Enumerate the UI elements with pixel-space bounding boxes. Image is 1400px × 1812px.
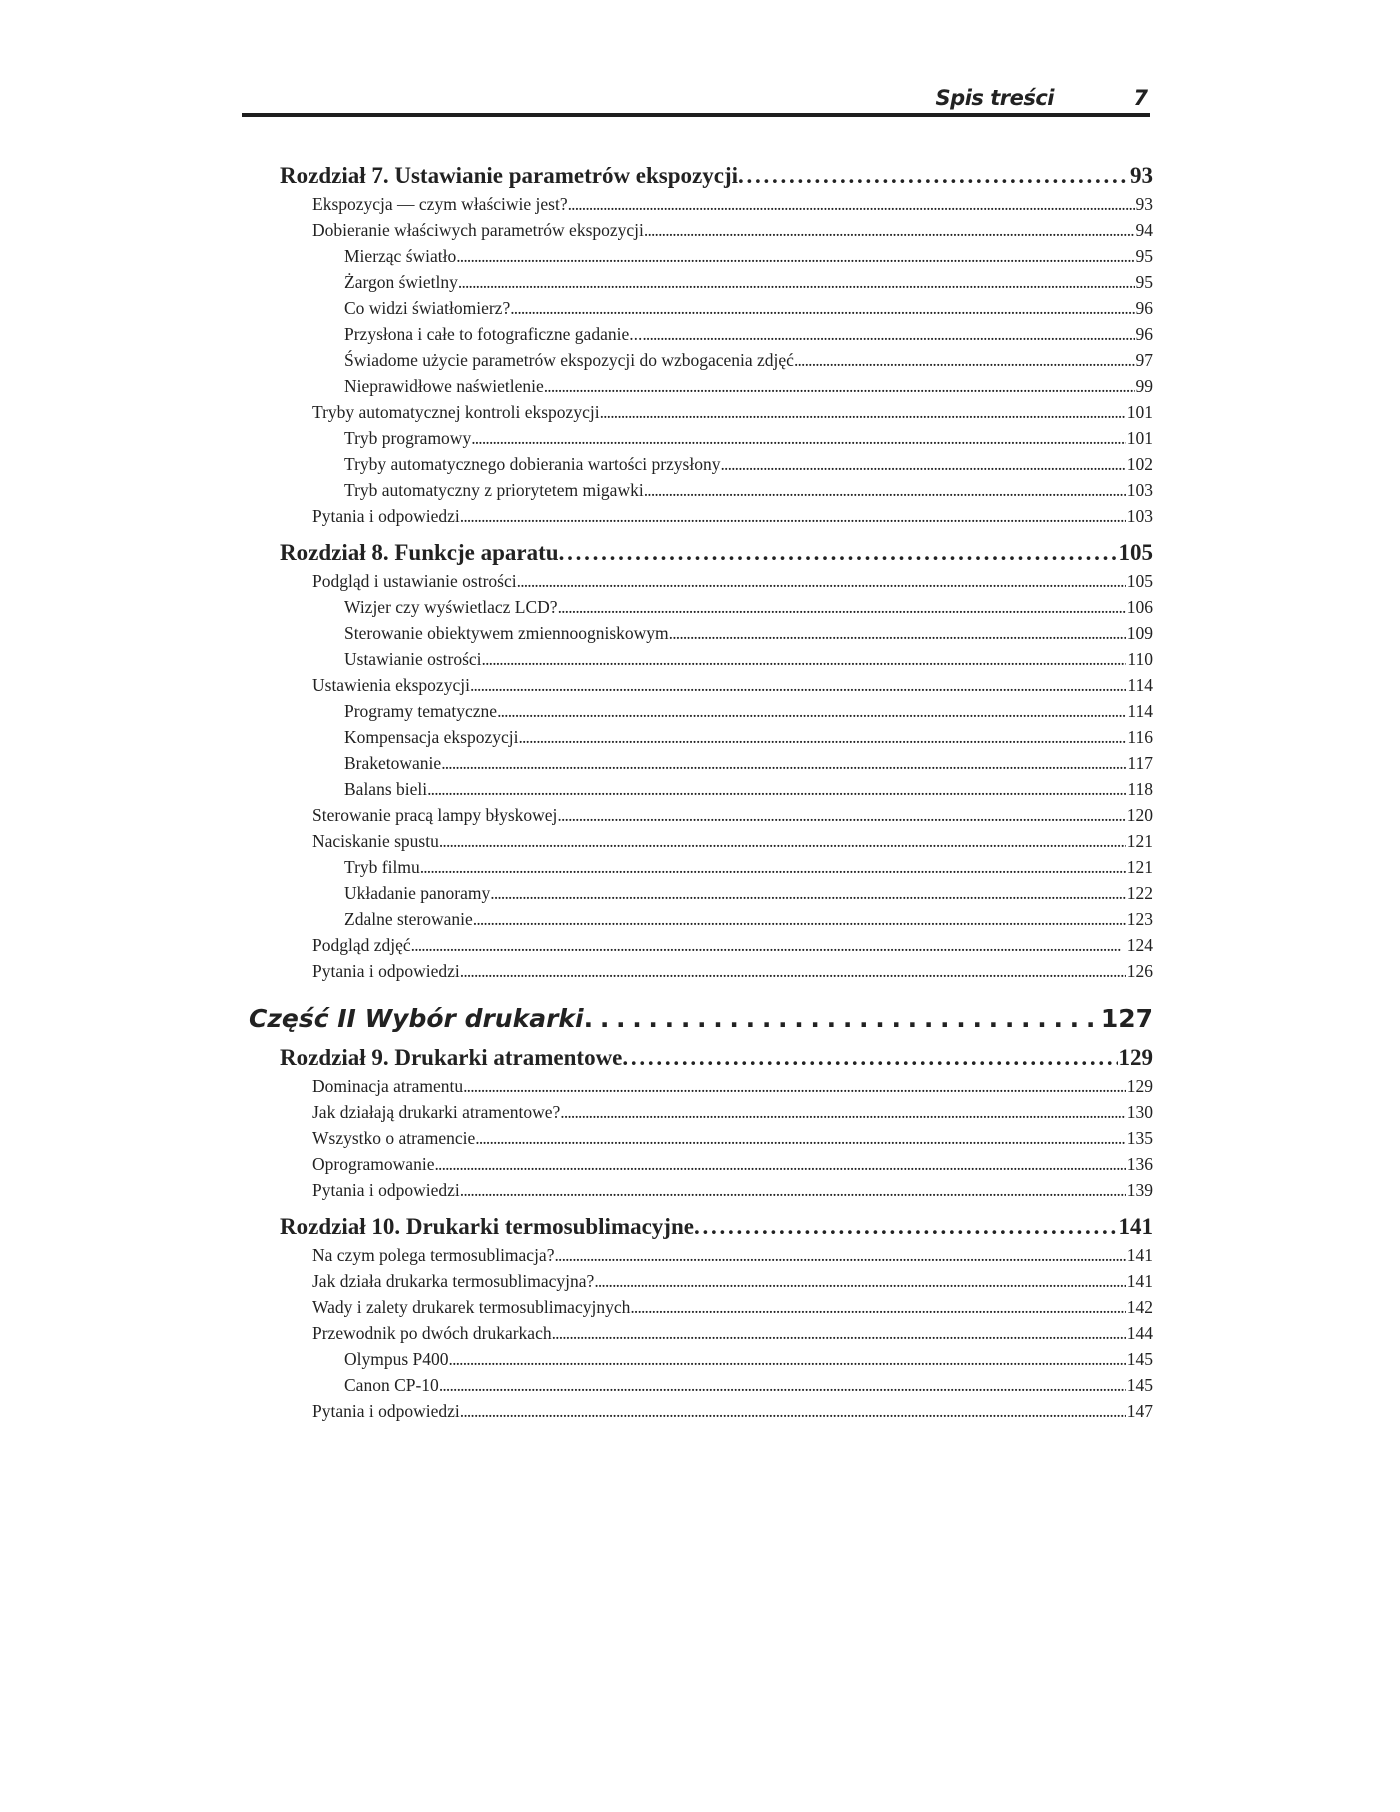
running-header-title: Spis treści	[935, 86, 1054, 110]
toc-entry-title: Ustawienia ekspozycji	[312, 675, 470, 695]
toc-entry-title: Ekspozycja — czym właściwie jest?	[312, 194, 568, 214]
toc-entry-title: Zdalne sterowanie	[344, 909, 473, 929]
dot-leader	[449, 1346, 1126, 1372]
toc-sub-entry	[280, 724, 1153, 750]
dot-leader	[510, 295, 1134, 321]
toc-sub-entry	[280, 776, 1153, 802]
toc-sub-entry	[280, 750, 1153, 776]
toc-entry-page: 96	[1135, 324, 1153, 344]
toc-entry-title: Przysłona i całe to fotograficzne gadanie...	[344, 324, 643, 344]
toc-entry-page: 99	[1135, 376, 1153, 396]
toc-entry-page: 114	[1127, 675, 1153, 695]
dot-leader	[720, 451, 1125, 477]
toc-entry-page: 126	[1126, 961, 1153, 981]
toc-entry-title: Dobieranie właściwych parametrów ekspozycji	[312, 220, 644, 240]
toc-entry-page: 121	[1126, 857, 1153, 877]
toc-entry-page: 122	[1126, 883, 1153, 903]
toc-entry-page: 120	[1126, 805, 1153, 825]
dot-leader	[694, 1212, 1118, 1242]
dot-leader	[471, 425, 1126, 451]
toc-entry-title: Sterowanie obiektywem zmiennoogniskowym	[344, 623, 669, 643]
running-header	[242, 84, 1150, 116]
toc-entry-title: Podgląd zdjęć	[312, 935, 411, 955]
toc-sub-entry	[280, 698, 1153, 724]
toc-sub-entry	[280, 1346, 1153, 1372]
toc-entry-title: Programy tematyczne	[344, 701, 498, 721]
dot-leader	[439, 828, 1126, 854]
toc-entry-title: Mierząc światło	[344, 246, 457, 266]
toc-entry-title: Dominacja atramentu	[312, 1076, 464, 1096]
toc-entry-page: 103	[1126, 480, 1153, 500]
toc-sub-entry	[280, 854, 1153, 880]
toc-sec-entry	[280, 958, 1153, 984]
toc-entry-title: Sterowanie pracą lampy błyskowej	[312, 805, 558, 825]
toc-entry-title: Pytania i odpowiedzi	[312, 506, 460, 526]
toc-sec-entry	[280, 1177, 1153, 1203]
dot-leader	[738, 161, 1129, 191]
toc-sub-entry	[280, 477, 1153, 503]
dot-leader	[463, 1073, 1126, 1099]
toc-entry-title: Rozdział 9. Drukarki atramentowe	[280, 1045, 623, 1070]
dot-leader	[558, 594, 1126, 620]
toc-entry-page: 95	[1135, 246, 1153, 266]
dot-leader	[644, 477, 1126, 503]
toc-entry-title: Tryby automatycznej kontroli ekspozycji	[312, 402, 600, 422]
dot-leader	[460, 958, 1126, 984]
toc-sub-entry	[280, 594, 1153, 620]
toc-entry-page: 142	[1126, 1297, 1153, 1317]
toc-entry-page: 109	[1126, 623, 1153, 643]
toc-entry-title: Tryb automatyczny z priorytetem migawki	[344, 480, 644, 500]
toc-gap	[280, 529, 1153, 538]
toc-entry-page: 124	[1126, 935, 1153, 955]
toc-entry-title: Braketowanie	[344, 753, 442, 773]
toc-sub-entry	[280, 269, 1153, 295]
dot-leader	[470, 672, 1126, 698]
toc-sec-entry	[280, 932, 1153, 958]
toc-sec-entry	[280, 1268, 1153, 1294]
toc-sub-entry	[280, 646, 1153, 672]
toc-sub-entry	[280, 295, 1153, 321]
dot-leader	[568, 191, 1135, 217]
toc-entry-page: 97	[1135, 350, 1153, 370]
dot-leader	[434, 1151, 1125, 1177]
toc-entry-page: 101	[1126, 402, 1153, 422]
toc-entry-title: Tryb programowy	[344, 428, 472, 448]
toc-chapter-entry	[280, 1212, 1153, 1242]
toc-entry-page: 101	[1126, 428, 1153, 448]
dot-leader	[644, 217, 1135, 243]
toc-sec-entry	[280, 191, 1153, 217]
toc-sec-entry	[280, 1099, 1153, 1125]
toc-entry-title: Rozdział 10. Drukarki termosublimacyjne	[280, 1214, 694, 1239]
toc-sec-entry	[280, 1398, 1153, 1424]
dot-leader	[669, 620, 1126, 646]
toc-chapter-entry	[280, 1043, 1153, 1073]
table-of-contents	[249, 161, 1153, 1424]
dot-leader	[584, 1001, 1100, 1037]
toc-entry-title: Balans bieli	[344, 779, 428, 799]
toc-entry-page: 103	[1126, 506, 1153, 526]
toc-entry-page: 141	[1118, 1214, 1153, 1239]
toc-entry-page: 93	[1130, 163, 1153, 188]
toc-entry-page: 105	[1126, 571, 1153, 591]
dot-leader	[427, 776, 1126, 802]
toc-sub-entry	[280, 373, 1153, 399]
toc-entry-page: 127	[1100, 1004, 1153, 1033]
dot-leader	[482, 646, 1127, 672]
dot-leader	[475, 1125, 1125, 1151]
toc-entry-title: Przewodnik po dwóch drukarkach	[312, 1323, 552, 1343]
toc-sec-entry	[280, 503, 1153, 529]
toc-entry-title: Oprogramowanie	[312, 1154, 435, 1174]
toc-chapter-entry	[280, 538, 1153, 568]
toc-entry-title: Świadome użycie parametrów ekspozycji do wzbogacenia zdjęć	[344, 350, 794, 370]
toc-sub-entry	[280, 243, 1153, 269]
dot-leader	[794, 347, 1135, 373]
toc-entry-page: 121	[1126, 831, 1153, 851]
toc-sub-entry	[280, 451, 1153, 477]
toc-entry-title: Pytania i odpowiedzi	[312, 1180, 460, 1200]
toc-sub-entry	[280, 906, 1153, 932]
toc-entry-title: Rozdział 7. Ustawianie parametrów ekspozycji	[280, 163, 739, 188]
toc-entry-page: 135	[1126, 1128, 1153, 1148]
toc-entry-title: Pytania i odpowiedzi	[312, 961, 460, 981]
toc-entry-page: 105	[1118, 540, 1153, 565]
toc-entry-page: 136	[1126, 1154, 1153, 1174]
toc-entry-page: 116	[1127, 727, 1153, 747]
toc-entry-title: Wszystko o atramencie	[312, 1128, 476, 1148]
toc-sec-entry	[280, 1320, 1153, 1346]
toc-sec-entry	[280, 1073, 1153, 1099]
dot-leader	[517, 568, 1126, 594]
toc-entry-page: 123	[1126, 909, 1153, 929]
dot-leader	[441, 750, 1126, 776]
toc-part-label: Część II	[249, 1004, 356, 1033]
toc-entry-title: Tryby automatycznego dobierania wartości przysłony	[344, 454, 721, 474]
toc-entry-page: 130	[1126, 1102, 1153, 1122]
toc-entry-title: Canon CP-10	[344, 1375, 439, 1395]
dot-leader	[594, 1268, 1125, 1294]
toc-sub-entry	[280, 347, 1153, 373]
toc-sec-entry	[280, 568, 1153, 594]
toc-entry-page: 141	[1126, 1271, 1153, 1291]
toc-entry-title: Układanie panoramy	[344, 883, 491, 903]
toc-sec-entry	[280, 1125, 1153, 1151]
toc-sub-entry	[280, 620, 1153, 646]
dot-leader	[456, 243, 1134, 269]
toc-entry-title: Tryb filmu	[344, 857, 420, 877]
toc-entry-title: Jak działa drukarka termosublimacyjna?	[312, 1271, 595, 1291]
dot-leader	[460, 1398, 1126, 1424]
toc-entry-page: 106	[1126, 597, 1153, 617]
toc-entry-page: 114	[1127, 701, 1153, 721]
toc-entry-title: Rozdział 8. Funkcje aparatu	[280, 540, 559, 565]
dot-leader	[518, 724, 1126, 750]
toc-entry-title: Wizjer czy wyświetlacz LCD?	[344, 597, 558, 617]
toc-sec-entry	[280, 217, 1153, 243]
dot-leader	[490, 880, 1125, 906]
dot-leader	[473, 906, 1126, 932]
toc-sec-entry	[280, 399, 1153, 425]
toc-entry-page: 93	[1135, 194, 1153, 214]
toc-entry-page: 141	[1126, 1245, 1153, 1265]
toc-entry-page: 145	[1126, 1375, 1153, 1395]
toc-entry-page: 144	[1126, 1323, 1153, 1343]
toc-entry-page: 110	[1127, 649, 1153, 669]
page-number: 7	[1133, 86, 1148, 110]
toc-sec-entry	[280, 672, 1153, 698]
dot-leader	[439, 1372, 1126, 1398]
toc-entry-title: Nieprawidłowe naświetlenie	[344, 376, 544, 396]
toc-part-entry	[249, 1001, 1153, 1037]
toc-sub-entry	[280, 1372, 1153, 1398]
dot-leader	[458, 269, 1135, 295]
toc-entry-page: 95	[1135, 272, 1153, 292]
dot-leader	[559, 538, 1118, 568]
toc-part-name: Wybór drukarki	[364, 1004, 584, 1033]
toc-entry-title: Ustawianie ostrości	[344, 649, 482, 669]
toc-sec-entry	[280, 1242, 1153, 1268]
dot-leader	[460, 1177, 1126, 1203]
toc-chapter-entry	[280, 161, 1153, 191]
dot-leader	[544, 373, 1135, 399]
dot-leader	[411, 932, 1126, 958]
toc-part-title	[249, 1001, 584, 1037]
toc-sub-entry	[280, 880, 1153, 906]
toc-entry-page: 139	[1126, 1180, 1153, 1200]
toc-sub-entry	[280, 425, 1153, 451]
toc-gap	[280, 1203, 1153, 1212]
toc-entry-page: 94	[1135, 220, 1153, 240]
dot-leader	[460, 503, 1126, 529]
toc-entry-title: Olympus P400	[344, 1349, 449, 1369]
toc-entry-page: 118	[1127, 779, 1153, 799]
toc-entry-title: Co widzi światłomierz?	[344, 298, 511, 318]
toc-entry-title: Pytania i odpowiedzi	[312, 1401, 460, 1421]
toc-sec-entry	[280, 1151, 1153, 1177]
toc-entry-title: Jak działają drukarki atramentowe?	[312, 1102, 561, 1122]
dot-leader	[630, 1294, 1125, 1320]
dot-leader	[554, 1242, 1125, 1268]
toc-sec-entry	[280, 828, 1153, 854]
dot-leader	[552, 1320, 1126, 1346]
toc-sec-entry	[280, 1294, 1153, 1320]
dot-leader	[497, 698, 1126, 724]
toc-entry-page: 102	[1126, 454, 1153, 474]
dot-leader	[420, 854, 1126, 880]
dot-leader	[557, 802, 1125, 828]
header-rule	[242, 113, 1150, 117]
toc-entry-page: 117	[1127, 753, 1153, 773]
toc-sub-entry	[280, 321, 1153, 347]
toc-entry-page: 147	[1126, 1401, 1153, 1421]
toc-entry-page: 129	[1118, 1045, 1153, 1070]
toc-entry-title: Wady i zalety drukarek termosublimacyjnych	[312, 1297, 631, 1317]
dot-leader	[560, 1099, 1125, 1125]
toc-entry-title: Podgląd i ustawianie ostrości	[312, 571, 517, 591]
toc-entry-title: Żargon świetlny	[344, 272, 458, 292]
toc-entry-page: 129	[1126, 1076, 1153, 1096]
toc-entry-title: Naciskanie spustu	[312, 831, 439, 851]
dot-leader	[642, 321, 1134, 347]
toc-entry-page: 96	[1135, 298, 1153, 318]
toc-entry-title: Kompensacja ekspozycji	[344, 727, 519, 747]
toc-entry-title: Na czym polega termosublimacja?	[312, 1245, 555, 1265]
dot-leader	[600, 399, 1126, 425]
dot-leader	[622, 1043, 1117, 1073]
toc-sec-entry	[280, 802, 1153, 828]
toc-entry-page: 145	[1126, 1349, 1153, 1369]
